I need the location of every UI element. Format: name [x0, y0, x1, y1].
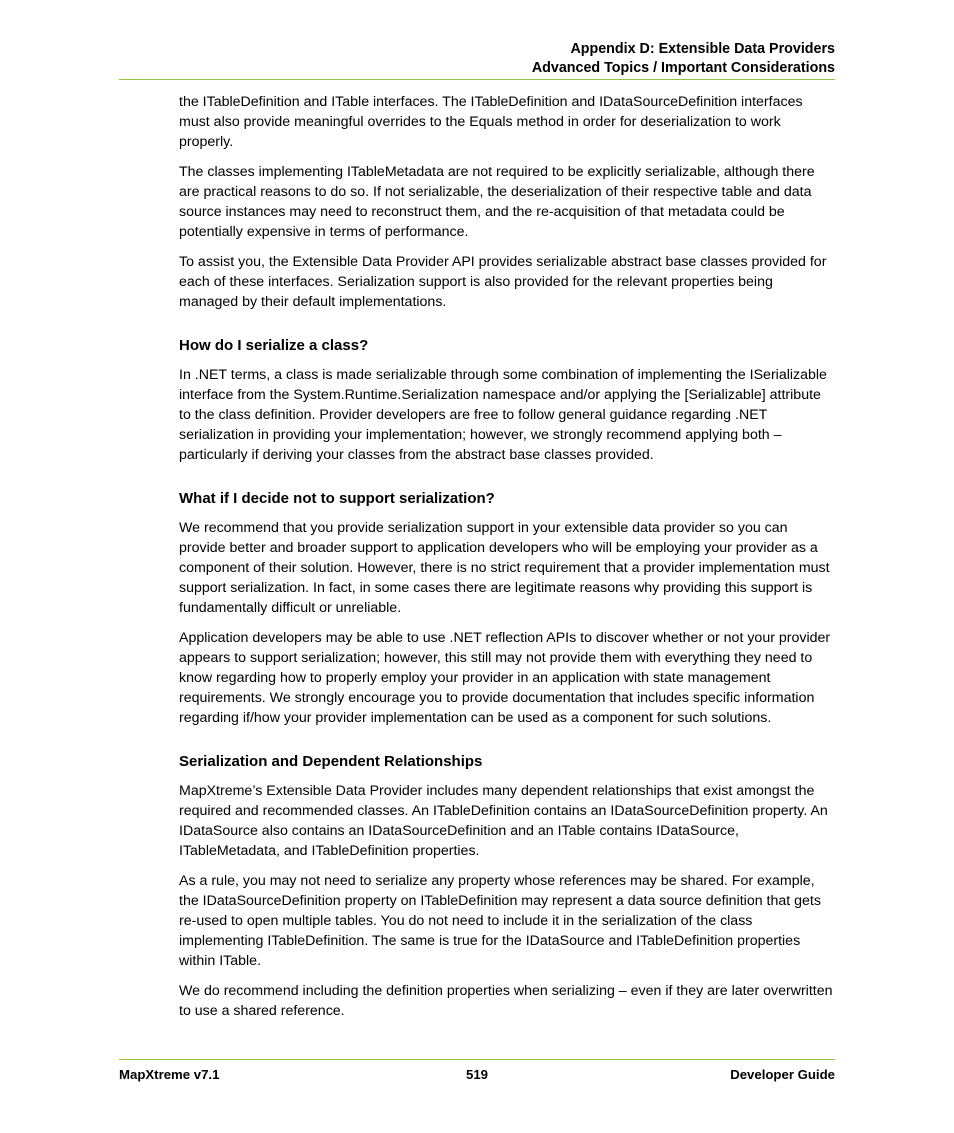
section-title: Advanced Topics / Important Considerations	[531, 60, 835, 76]
section-heading: What if I decide not to support serialization?	[179, 490, 495, 507]
section-heading: How do I serialize a class?	[179, 337, 369, 354]
page-number: 519	[465, 1067, 488, 1082]
page-header	[119, 40, 835, 78]
paragraph: We recommend that you provide serialization support in your extensible data provider so you can provide better and broader support to application developers who will be employing your provider as a component of their solution. However, there is no strict requirement that a provider implementation must support serialization. In fact, in some cases there are legitimate reasons why providing this support is fundamentally difficult or unreliable.	[179, 520, 830, 616]
page-body	[179, 92, 835, 1031]
footer-guide: Developer Guide	[730, 1067, 835, 1082]
section-heading: Serialization and Dependent Relationships	[179, 753, 483, 770]
paragraph: The classes implementing ITableMetadata are not required to be explicitly serializable, although there are practical reasons to do so. If not serializable, the deserialization of their respective table and data source instances may need to reconstruct them, and the re-acquisition of that metadata could be potentially expensive in terms of performance.	[179, 164, 815, 240]
header-rule	[119, 79, 835, 80]
chapter-title: Appendix D: Extensible Data Providers	[570, 41, 835, 57]
paragraph: In .NET terms, a class is made serializable through some combination of implementing the ISerializable interface from the System.Runtime.Serialization namespace and/or applying the [Serializable] attribute to the class definition. Provider developers are free to follow general guidance regarding .NET serialization in providing your implementation; however, we strongly recommend applying both – particularly if deriving your classes from the abstract base classes provided.	[179, 367, 827, 463]
footer-rule	[119, 1059, 835, 1060]
paragraph: We do recommend including the definition properties when serializing – even if they are later overwritten to use a shared reference.	[179, 983, 833, 1019]
footer-product: MapXtreme v7.1	[119, 1067, 220, 1082]
paragraph: Application developers may be able to use .NET reflection APIs to discover whether or not your provider appears to support serialization; however, this still may not provide them with everything they need to know regarding how to properly employ your provider in an application with state management requirements. We strongly encourage you to provide documentation that includes specific information regarding if/how your provider implementation can be used as a component for such solutions.	[179, 630, 831, 726]
paragraph: MapXtreme’s Extensible Data Provider includes many dependent relationships that exist amongst the required and recommended classes. An ITableDefinition contains an IDataSourceDefinition property. An IDataSource also contains an IDataSourceDefinition and an ITable contains IDataSource, ITableMetadata, and ITableDefinition properties.	[179, 783, 828, 859]
paragraph: the ITableDefinition and ITable interfaces. The ITableDefinition and IDataSourceDefinition interfaces must also provide meaningful overrides to the Equals method in order for deserialization to work properly.	[179, 94, 803, 150]
paragraph: To assist you, the Extensible Data Provider API provides serializable abstract base classes provided for each of these interfaces. Serialization support is also provided for the relevant properties being managed by their default implementations.	[179, 254, 827, 310]
paragraph: As a rule, you may not need to serialize any property whose references may be shared. For example, the IDataSourceDefinition property on ITableDefinition may represent a data source definition that gets re-used to open multiple tables. You do not need to include it in the serialization of the class implementing ITableDefinition. The same is true for the IDataSource and ITableDefinition properties within ITable.	[179, 873, 821, 969]
